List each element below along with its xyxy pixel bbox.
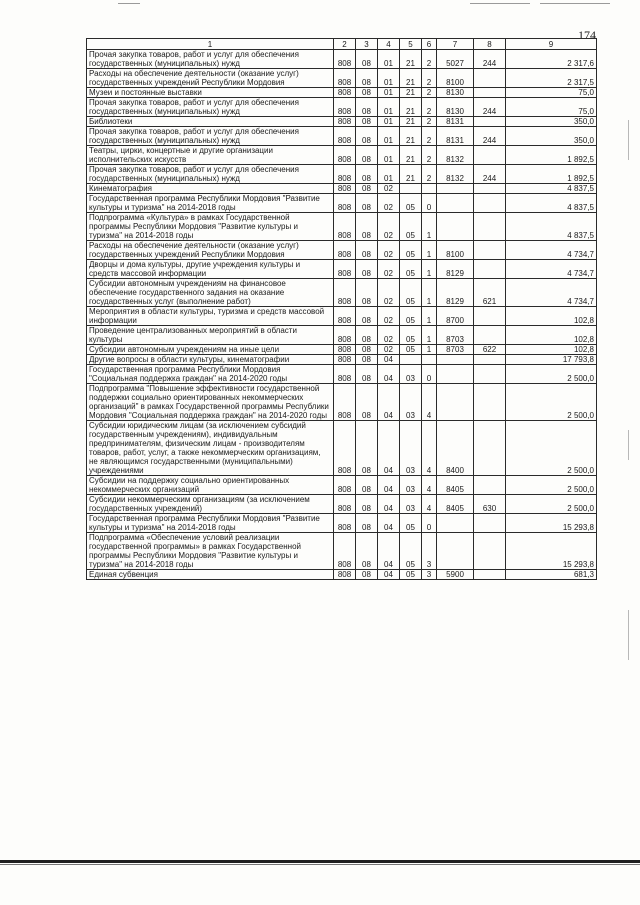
table-row (87, 355, 597, 365)
row-code-cell-8 (474, 184, 506, 194)
row-code-cell-9: 4 837,5 (506, 184, 597, 194)
table-row (87, 476, 597, 495)
row-code-cell-8 (474, 326, 506, 345)
table-body (87, 50, 597, 580)
row-name-cell: Единая субвенция (87, 570, 334, 580)
row-code-cell-6: 2 (422, 69, 437, 88)
row-code-cell-8 (474, 355, 506, 365)
row-code-cell-9: 2 317,5 (506, 69, 597, 88)
row-name-cell: Прочая закупка товаров, работ и услуг для обеспечения государственных (муниципальных) нужд (87, 98, 334, 117)
row-code-cell-9: 4 734,7 (506, 241, 597, 260)
row-code-cell-5: 05 (400, 326, 422, 345)
row-code-cell-8 (474, 570, 506, 580)
row-code-cell-3: 08 (356, 307, 378, 326)
scan-artifact-top (0, 0, 640, 8)
table-row (87, 184, 597, 194)
row-code-cell-5: 21 (400, 127, 422, 146)
row-code-cell-8: 622 (474, 345, 506, 355)
row-code-cell-3: 08 (356, 533, 378, 570)
row-code-cell-5: 03 (400, 421, 422, 476)
row-code-cell-9: 2 500,0 (506, 384, 597, 421)
row-code-cell-7: 8130 (437, 88, 474, 98)
row-code-cell-7: 8703 (437, 345, 474, 355)
row-code-cell-8 (474, 69, 506, 88)
row-code-cell-2: 808 (334, 184, 356, 194)
row-name-cell: Субсидии автономным учреждениям на финансовое обеспечение государственного задания на оказание государственных услуг (выполнение работ) (87, 279, 334, 307)
row-code-cell-8 (474, 365, 506, 384)
row-code-cell-2: 808 (334, 421, 356, 476)
row-code-cell-3: 08 (356, 279, 378, 307)
row-code-cell-2: 808 (334, 495, 356, 514)
row-code-cell-8 (474, 213, 506, 241)
row-code-cell-9: 4 837,5 (506, 213, 597, 241)
row-code-cell-7 (437, 514, 474, 533)
row-code-cell-6: 1 (422, 345, 437, 355)
row-code-cell-3: 08 (356, 421, 378, 476)
row-code-cell-3: 08 (356, 146, 378, 165)
row-code-cell-7 (437, 355, 474, 365)
column-header-2: 2 (334, 39, 356, 50)
row-code-cell-4: 02 (378, 307, 400, 326)
row-code-cell-8 (474, 146, 506, 165)
table-row (87, 88, 597, 98)
row-code-cell-5: 21 (400, 165, 422, 184)
row-code-cell-2: 808 (334, 570, 356, 580)
row-code-cell-2: 808 (334, 98, 356, 117)
scan-artifact-side (628, 120, 629, 160)
row-code-cell-6: 2 (422, 165, 437, 184)
row-code-cell-2: 808 (334, 365, 356, 384)
row-code-cell-8 (474, 421, 506, 476)
row-code-cell-6 (422, 184, 437, 194)
row-name-cell: Субсидии автономным учреждениям на иные цели (87, 345, 334, 355)
row-code-cell-6: 2 (422, 88, 437, 98)
row-code-cell-5: 05 (400, 345, 422, 355)
row-code-cell-4: 04 (378, 570, 400, 580)
row-code-cell-2: 808 (334, 384, 356, 421)
row-code-cell-4: 01 (378, 165, 400, 184)
row-code-cell-3: 08 (356, 345, 378, 355)
row-code-cell-6: 1 (422, 326, 437, 345)
row-code-cell-9: 102,8 (506, 307, 597, 326)
table-row (87, 194, 597, 213)
row-code-cell-7: 8405 (437, 476, 474, 495)
row-code-cell-4: 01 (378, 117, 400, 127)
row-code-cell-7: 8132 (437, 165, 474, 184)
row-name-cell: Государственная программа Республики Мордовия "Развитие культуры и туризма" на 2014-2018 годы (87, 514, 334, 533)
row-code-cell-2: 808 (334, 476, 356, 495)
row-code-cell-6: 1 (422, 307, 437, 326)
row-code-cell-3: 08 (356, 98, 378, 117)
row-code-cell-4: 02 (378, 184, 400, 194)
row-code-cell-9: 75,0 (506, 98, 597, 117)
row-code-cell-8: 621 (474, 279, 506, 307)
row-code-cell-8 (474, 117, 506, 127)
table-row (87, 307, 597, 326)
bottom-rule-thin (0, 864, 640, 865)
row-code-cell-9: 2 500,0 (506, 476, 597, 495)
row-code-cell-6: 2 (422, 127, 437, 146)
row-code-cell-7: 8131 (437, 117, 474, 127)
row-code-cell-5: 05 (400, 213, 422, 241)
scan-artifact-side (628, 430, 629, 460)
row-code-cell-7: 8131 (437, 127, 474, 146)
row-code-cell-6: 1 (422, 260, 437, 279)
row-code-cell-5: 03 (400, 495, 422, 514)
row-code-cell-2: 808 (334, 355, 356, 365)
row-code-cell-8 (474, 533, 506, 570)
row-name-cell: Прочая закупка товаров, работ и услуг для обеспечения государственных (муниципальных) нужд (87, 127, 334, 146)
row-code-cell-3: 08 (356, 127, 378, 146)
row-code-cell-5: 21 (400, 146, 422, 165)
row-code-cell-9: 1 892,5 (506, 146, 597, 165)
row-code-cell-3: 08 (356, 213, 378, 241)
row-name-cell: Расходы на обеспечение деятельности (оказание услуг) государственных учреждений Республики Мордовия (87, 69, 334, 88)
row-code-cell-6: 2 (422, 146, 437, 165)
row-name-cell: Прочая закупка товаров, работ и услуг для обеспечения государственных (муниципальных) нужд (87, 50, 334, 69)
row-name-cell: Расходы на обеспечение деятельности (оказание услуг) государственных учреждений Республики Мордовия (87, 241, 334, 260)
row-code-cell-7 (437, 365, 474, 384)
row-code-cell-8 (474, 476, 506, 495)
table-row (87, 421, 597, 476)
row-code-cell-3: 08 (356, 184, 378, 194)
row-code-cell-4: 02 (378, 260, 400, 279)
table-row (87, 213, 597, 241)
row-code-cell-3: 08 (356, 326, 378, 345)
row-code-cell-6: 4 (422, 384, 437, 421)
row-code-cell-7: 8400 (437, 421, 474, 476)
row-code-cell-6: 1 (422, 213, 437, 241)
row-code-cell-4: 04 (378, 533, 400, 570)
row-code-cell-7 (437, 384, 474, 421)
row-code-cell-9: 4 734,7 (506, 260, 597, 279)
row-code-cell-2: 808 (334, 50, 356, 69)
row-code-cell-2: 808 (334, 279, 356, 307)
row-code-cell-2: 808 (334, 127, 356, 146)
column-header-5: 5 (400, 39, 422, 50)
row-code-cell-8 (474, 88, 506, 98)
row-code-cell-6: 4 (422, 476, 437, 495)
row-code-cell-7: 8405 (437, 495, 474, 514)
row-code-cell-3: 08 (356, 476, 378, 495)
row-code-cell-2: 808 (334, 146, 356, 165)
row-code-cell-5: 21 (400, 50, 422, 69)
row-code-cell-4: 02 (378, 326, 400, 345)
row-name-cell: Субсидии некоммерческим организациям (за исключением государственных учреждений) (87, 495, 334, 514)
row-code-cell-5: 05 (400, 570, 422, 580)
row-code-cell-2: 808 (334, 307, 356, 326)
row-code-cell-8: 244 (474, 98, 506, 117)
row-code-cell-9: 350,0 (506, 117, 597, 127)
row-code-cell-8 (474, 307, 506, 326)
column-header-7: 7 (437, 39, 474, 50)
row-code-cell-3: 08 (356, 241, 378, 260)
row-code-cell-5 (400, 184, 422, 194)
row-code-cell-4: 04 (378, 384, 400, 421)
row-code-cell-7 (437, 213, 474, 241)
row-code-cell-7: 5027 (437, 50, 474, 69)
table-row (87, 241, 597, 260)
table-row (87, 98, 597, 117)
row-code-cell-6: 3 (422, 533, 437, 570)
row-code-cell-2: 808 (334, 241, 356, 260)
row-code-cell-3: 08 (356, 365, 378, 384)
row-code-cell-5: 21 (400, 98, 422, 117)
row-code-cell-3: 08 (356, 514, 378, 533)
row-code-cell-5: 03 (400, 384, 422, 421)
bottom-rule (0, 860, 640, 863)
row-name-cell: Подпрограмма «Обеспечение условий реализации государственной программы» в рамках Государственной программы Республики Мордовия "Развитие культуры и туризма" на 2014-2018 годы (87, 533, 334, 570)
row-code-cell-5: 03 (400, 365, 422, 384)
row-code-cell-2: 808 (334, 69, 356, 88)
column-header-9: 9 (506, 39, 597, 50)
row-code-cell-3: 08 (356, 260, 378, 279)
row-code-cell-5: 05 (400, 514, 422, 533)
row-code-cell-7: 8129 (437, 279, 474, 307)
row-code-cell-2: 808 (334, 260, 356, 279)
row-code-cell-4: 02 (378, 194, 400, 213)
row-code-cell-4: 02 (378, 241, 400, 260)
column-header-1: 1 (87, 39, 334, 50)
row-code-cell-2: 808 (334, 88, 356, 98)
table-row (87, 146, 597, 165)
row-code-cell-3: 08 (356, 69, 378, 88)
table-row (87, 570, 597, 580)
row-code-cell-4: 04 (378, 365, 400, 384)
row-code-cell-7: 8132 (437, 146, 474, 165)
row-code-cell-6: 0 (422, 514, 437, 533)
row-name-cell: Субсидии на поддержку социально ориентированных некоммерческих организаций (87, 476, 334, 495)
row-code-cell-5: 21 (400, 69, 422, 88)
row-code-cell-2: 808 (334, 326, 356, 345)
row-code-cell-4: 02 (378, 213, 400, 241)
row-code-cell-4: 04 (378, 495, 400, 514)
table-header-row (87, 39, 597, 50)
row-code-cell-7 (437, 194, 474, 213)
row-name-cell: Другие вопросы в области культуры, кинематографии (87, 355, 334, 365)
row-code-cell-6: 4 (422, 421, 437, 476)
table-row (87, 326, 597, 345)
row-code-cell-7: 5900 (437, 570, 474, 580)
row-code-cell-5: 05 (400, 260, 422, 279)
row-code-cell-6: 2 (422, 98, 437, 117)
row-name-cell: Музеи и постоянные выставки (87, 88, 334, 98)
table-row (87, 165, 597, 184)
page-number: 174 (578, 28, 596, 42)
row-code-cell-3: 08 (356, 50, 378, 69)
row-name-cell: Проведение централизованных мероприятий в области культуры (87, 326, 334, 345)
row-name-cell: Государственная программа Республики Мордовия "Социальная поддержка граждан" на 2014-2020 годы (87, 365, 334, 384)
row-code-cell-4: 02 (378, 345, 400, 355)
row-code-cell-7: 8100 (437, 241, 474, 260)
row-code-cell-9: 2 500,0 (506, 365, 597, 384)
budget-table (86, 38, 597, 580)
row-name-cell: Дворцы и дома культуры, другие учреждения культуры и средств массовой информации (87, 260, 334, 279)
table-row (87, 69, 597, 88)
row-code-cell-6: 4 (422, 495, 437, 514)
row-code-cell-8 (474, 241, 506, 260)
row-name-cell: Прочая закупка товаров, работ и услуг для обеспечения государственных (муниципальных) нужд (87, 165, 334, 184)
row-code-cell-9: 102,8 (506, 326, 597, 345)
row-code-cell-8: 244 (474, 50, 506, 69)
row-code-cell-3: 08 (356, 570, 378, 580)
table-row (87, 260, 597, 279)
row-code-cell-2: 808 (334, 213, 356, 241)
row-code-cell-7: 8703 (437, 326, 474, 345)
row-code-cell-3: 08 (356, 355, 378, 365)
row-name-cell: Подпрограмма "Повышение эффективности государственной поддержки социально ориентированных некоммерческих организаций" в рамках Государственной программы Республики Мордовия "Социальная поддержка граждан" на 2014-2020 годы (87, 384, 334, 421)
row-code-cell-4: 01 (378, 146, 400, 165)
row-code-cell-8 (474, 260, 506, 279)
row-code-cell-5: 05 (400, 279, 422, 307)
row-code-cell-9: 75,0 (506, 88, 597, 98)
row-code-cell-6 (422, 355, 437, 365)
row-code-cell-7: 8100 (437, 69, 474, 88)
row-code-cell-4: 04 (378, 476, 400, 495)
row-code-cell-7 (437, 533, 474, 570)
column-header-3: 3 (356, 39, 378, 50)
table-row (87, 495, 597, 514)
row-code-cell-2: 808 (334, 117, 356, 127)
row-code-cell-3: 08 (356, 88, 378, 98)
row-code-cell-5: 21 (400, 117, 422, 127)
row-code-cell-5 (400, 355, 422, 365)
row-code-cell-9: 4 837,5 (506, 194, 597, 213)
scan-artifact-side (628, 610, 629, 660)
row-name-cell: Мероприятия в области культуры, туризма и средств массовой информации (87, 307, 334, 326)
row-code-cell-5: 05 (400, 533, 422, 570)
row-code-cell-8: 244 (474, 127, 506, 146)
row-code-cell-3: 08 (356, 117, 378, 127)
row-code-cell-3: 08 (356, 495, 378, 514)
row-code-cell-6: 1 (422, 279, 437, 307)
row-code-cell-8 (474, 514, 506, 533)
row-code-cell-9: 15 293,8 (506, 533, 597, 570)
row-code-cell-9: 350,0 (506, 127, 597, 146)
row-code-cell-2: 808 (334, 345, 356, 355)
row-code-cell-2: 808 (334, 533, 356, 570)
row-code-cell-7: 8700 (437, 307, 474, 326)
row-code-cell-6: 3 (422, 570, 437, 580)
row-code-cell-6: 2 (422, 50, 437, 69)
row-code-cell-2: 808 (334, 514, 356, 533)
table-row (87, 50, 597, 69)
row-code-cell-9: 15 293,8 (506, 514, 597, 533)
row-code-cell-3: 08 (356, 194, 378, 213)
row-code-cell-8: 244 (474, 165, 506, 184)
row-name-cell: Кинематография (87, 184, 334, 194)
row-name-cell: Театры, цирки, концертные и другие организации исполнительских искусств (87, 146, 334, 165)
row-name-cell: Субсидии юридическим лицам (за исключением субсидий государственным учреждениям), индивидуальным предпринимателям, физическим лицам - производителям товаров, работ, услуг, а также некоммерческим организациям, не являющимся государственными (муниципальными) учреждениями (87, 421, 334, 476)
table-row (87, 127, 597, 146)
row-code-cell-7 (437, 184, 474, 194)
row-code-cell-5: 21 (400, 88, 422, 98)
row-code-cell-5: 05 (400, 307, 422, 326)
row-code-cell-7: 8130 (437, 98, 474, 117)
row-code-cell-9: 17 793,8 (506, 355, 597, 365)
column-header-8: 8 (474, 39, 506, 50)
row-code-cell-9: 2 500,0 (506, 495, 597, 514)
row-code-cell-4: 01 (378, 88, 400, 98)
table-row (87, 279, 597, 307)
row-code-cell-4: 04 (378, 355, 400, 365)
row-code-cell-4: 01 (378, 127, 400, 146)
row-code-cell-5: 05 (400, 241, 422, 260)
row-code-cell-4: 02 (378, 279, 400, 307)
row-code-cell-9: 1 892,5 (506, 165, 597, 184)
row-name-cell: Библиотеки (87, 117, 334, 127)
row-code-cell-2: 808 (334, 165, 356, 184)
row-code-cell-4: 01 (378, 69, 400, 88)
row-code-cell-9: 681,3 (506, 570, 597, 580)
row-code-cell-6: 0 (422, 194, 437, 213)
row-code-cell-3: 08 (356, 165, 378, 184)
row-code-cell-7: 8129 (437, 260, 474, 279)
table-row (87, 514, 597, 533)
row-code-cell-4: 01 (378, 98, 400, 117)
row-code-cell-3: 08 (356, 384, 378, 421)
row-code-cell-4: 04 (378, 514, 400, 533)
row-code-cell-8: 630 (474, 495, 506, 514)
table-row (87, 533, 597, 570)
row-code-cell-6: 0 (422, 365, 437, 384)
row-code-cell-9: 4 734,7 (506, 279, 597, 307)
row-code-cell-6: 1 (422, 241, 437, 260)
table-row (87, 384, 597, 421)
row-code-cell-8 (474, 194, 506, 213)
row-code-cell-6: 2 (422, 117, 437, 127)
table-row (87, 345, 597, 355)
row-code-cell-5: 03 (400, 476, 422, 495)
column-header-4: 4 (378, 39, 400, 50)
row-code-cell-4: 04 (378, 421, 400, 476)
row-code-cell-9: 102,8 (506, 345, 597, 355)
table-row (87, 365, 597, 384)
column-header-6: 6 (422, 39, 437, 50)
row-name-cell: Государственная программа Республики Мордовия "Развитие культуры и туризма" на 2014-2018 годы (87, 194, 334, 213)
row-code-cell-2: 808 (334, 194, 356, 213)
table-row (87, 117, 597, 127)
row-name-cell: Подпрограмма «Культура» в рамках Государственной программы Республики Мордовия "Развитие культуры и туризма" на 2014-2018 годы (87, 213, 334, 241)
row-code-cell-5: 05 (400, 194, 422, 213)
row-code-cell-4: 01 (378, 50, 400, 69)
row-code-cell-9: 2 317,6 (506, 50, 597, 69)
row-code-cell-8 (474, 384, 506, 421)
row-code-cell-9: 2 500,0 (506, 421, 597, 476)
